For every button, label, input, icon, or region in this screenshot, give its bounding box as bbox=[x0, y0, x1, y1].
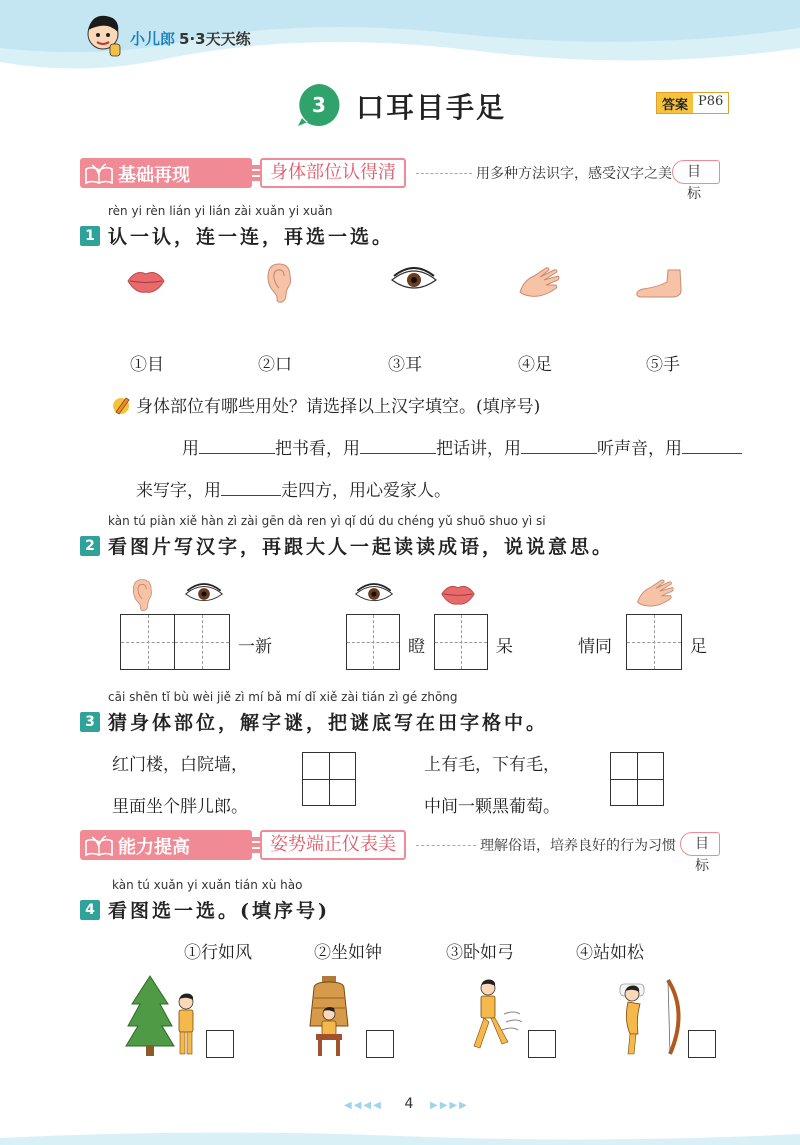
book-plant-icon bbox=[84, 161, 114, 185]
boy-mascot-icon bbox=[80, 10, 126, 60]
q2-instruction: 看图片写汉字，再跟大人一起读读成语，说说意思。 bbox=[108, 536, 615, 558]
q2-pinyin: kàn tú piàn xiě hàn zì zài gēn dà ren yì qǐ dú du chéng yǔ shuō shuo yì si bbox=[108, 514, 546, 528]
q1-instruction: 认一认，连一连，再选一选。 bbox=[108, 226, 395, 248]
footer-arrows-right: ▶▶▶▶ bbox=[430, 1100, 469, 1111]
riddle-1-line-2: 里面坐个胖儿郎。 bbox=[112, 797, 248, 817]
idiom-2-middle: 瞪 bbox=[408, 637, 425, 657]
riddle-1-answer-grid[interactable] bbox=[302, 752, 356, 806]
banner-dash-line bbox=[416, 845, 476, 846]
q1-pinyin: rèn yi rèn lián yi lián zài xuǎn yi xuǎn bbox=[108, 204, 333, 218]
eye-picture bbox=[184, 582, 224, 606]
brand-logo-text: 小儿郎 bbox=[130, 30, 176, 48]
answer-reference[interactable] bbox=[656, 92, 729, 114]
q4-pinyin: kàn tú xuǎn yi xuǎn tián xù hào bbox=[112, 878, 303, 892]
q1-option-4[interactable]: ④足 bbox=[518, 355, 552, 375]
q1-fill-line-2 bbox=[136, 476, 451, 501]
brand-name bbox=[130, 28, 251, 49]
footer-arrows-left: ◀◀◀◀ bbox=[344, 1100, 383, 1111]
series-name: 5·3天天练 bbox=[179, 30, 251, 48]
q1-option-2[interactable]: ②口 bbox=[258, 355, 292, 375]
boy-standing-pine-picture bbox=[124, 974, 204, 1058]
tian-grid[interactable] bbox=[626, 614, 682, 670]
idiom-3-head: 情同 bbox=[578, 637, 612, 657]
section-subtitle: 姿势端正仪表美 bbox=[270, 834, 396, 855]
answer-box[interactable] bbox=[688, 1030, 716, 1058]
section-subtitle: 身体部位认得清 bbox=[270, 162, 396, 183]
section-banner-ability bbox=[80, 830, 720, 874]
fill-text: 把话讲，用 bbox=[436, 439, 521, 459]
book-plant-icon bbox=[84, 833, 114, 857]
answer-blank[interactable] bbox=[221, 480, 281, 496]
tian-grid[interactable] bbox=[120, 614, 176, 670]
section-target-tag: 目标 bbox=[680, 832, 720, 856]
idiom-2-tail: 呆 bbox=[496, 637, 513, 657]
section-title-box bbox=[80, 830, 252, 860]
answer-page: P86 bbox=[693, 93, 728, 113]
answer-box[interactable] bbox=[206, 1030, 234, 1058]
q3-number: 3 bbox=[80, 712, 100, 732]
eye-picture bbox=[390, 266, 438, 294]
section-banner-basic bbox=[80, 158, 720, 202]
riddle-2-answer-grid[interactable] bbox=[610, 752, 664, 806]
q4-option-2[interactable]: ②坐如钟 bbox=[314, 943, 382, 963]
q4-option-1[interactable]: ①行如风 bbox=[184, 943, 252, 963]
q2-number: 2 bbox=[80, 536, 100, 556]
foot-picture bbox=[634, 268, 686, 300]
tian-grid[interactable] bbox=[434, 614, 488, 670]
q4-number: 4 bbox=[80, 900, 100, 920]
section-title: 基础再现 bbox=[118, 165, 190, 186]
section-target-tag: 目标 bbox=[672, 160, 720, 184]
q1-option-5[interactable]: ⑤手 bbox=[646, 355, 680, 375]
section-subtitle-box bbox=[260, 830, 406, 860]
riddle-1-line-1: 红门楼，白院墙， bbox=[112, 755, 248, 775]
q1-option-1[interactable]: ①目 bbox=[130, 355, 164, 375]
section-goal: 用多种方法识字，感受汉字之美 bbox=[476, 166, 672, 182]
answer-box[interactable] bbox=[366, 1030, 394, 1058]
footer-wave bbox=[0, 1128, 800, 1145]
idiom-1-text: 一新 bbox=[238, 637, 272, 657]
fill-text: 听声音，用 bbox=[597, 439, 682, 459]
idiom-3-tail: 足 bbox=[690, 637, 707, 657]
q4-option-3[interactable]: ③卧如弓 bbox=[446, 943, 514, 963]
eye-picture bbox=[354, 582, 394, 606]
q3-pinyin: cāi shēn tǐ bù wèi jiě zì mí bǎ mí dǐ xiě zài tián zì gé zhōng bbox=[108, 690, 458, 704]
section-goal: 理解俗语，培养良好的行为习惯 bbox=[480, 838, 676, 854]
q4-option-4[interactable]: ④站如松 bbox=[576, 943, 644, 963]
q3-instruction: 猜身体部位，解字谜，把谜底写在田字格中。 bbox=[108, 712, 549, 734]
answer-blank[interactable] bbox=[199, 438, 275, 454]
fill-text: 把书看，用 bbox=[275, 439, 360, 459]
mouth-picture bbox=[440, 580, 476, 608]
fill-text: 来写字，用 bbox=[136, 481, 221, 501]
section-title-box bbox=[80, 158, 252, 188]
ear-picture bbox=[130, 578, 156, 612]
q4-instruction: 看图选一选。(填序号) bbox=[108, 900, 330, 922]
pencil-hint-icon bbox=[110, 394, 132, 416]
q1-option-3[interactable]: ③耳 bbox=[388, 355, 422, 375]
answer-label: 答案 bbox=[657, 93, 693, 113]
boy-walking-wind-picture bbox=[462, 974, 522, 1058]
answer-box[interactable] bbox=[528, 1030, 556, 1058]
q1-sub-question: 身体部位有哪些用处？请选择以上汉字填空。(填序号) bbox=[136, 397, 541, 417]
fill-text: 用 bbox=[182, 439, 199, 459]
hand-picture bbox=[516, 264, 562, 300]
lesson-number: 3 bbox=[312, 93, 326, 117]
banner-dash-line bbox=[416, 173, 472, 174]
tian-grid[interactable] bbox=[346, 614, 400, 670]
boy-lying-bow-picture bbox=[616, 976, 692, 1058]
page-number: 4 bbox=[404, 1096, 414, 1112]
q1-fill-line-1 bbox=[182, 434, 742, 459]
boy-sitting-bell-picture bbox=[300, 974, 360, 1058]
section-title: 能力提高 bbox=[118, 837, 190, 858]
answer-blank[interactable] bbox=[682, 438, 742, 454]
answer-blank[interactable] bbox=[521, 438, 597, 454]
riddle-2-line-1: 上有毛，下有毛， bbox=[424, 755, 560, 775]
q1-number: 1 bbox=[80, 226, 100, 246]
section-subtitle-box bbox=[260, 158, 406, 188]
lesson-title: 口耳目手足 bbox=[356, 91, 507, 124]
lesson-number-badge bbox=[296, 82, 342, 128]
riddle-2-line-2: 中间一颗黑葡萄。 bbox=[424, 797, 560, 817]
mouth-picture bbox=[126, 266, 166, 296]
hand-picture bbox=[634, 576, 676, 610]
fill-text: 走四方，用心爱家人。 bbox=[281, 481, 451, 501]
ear-picture bbox=[264, 262, 296, 304]
tian-grid[interactable] bbox=[174, 614, 230, 670]
answer-blank[interactable] bbox=[360, 438, 436, 454]
